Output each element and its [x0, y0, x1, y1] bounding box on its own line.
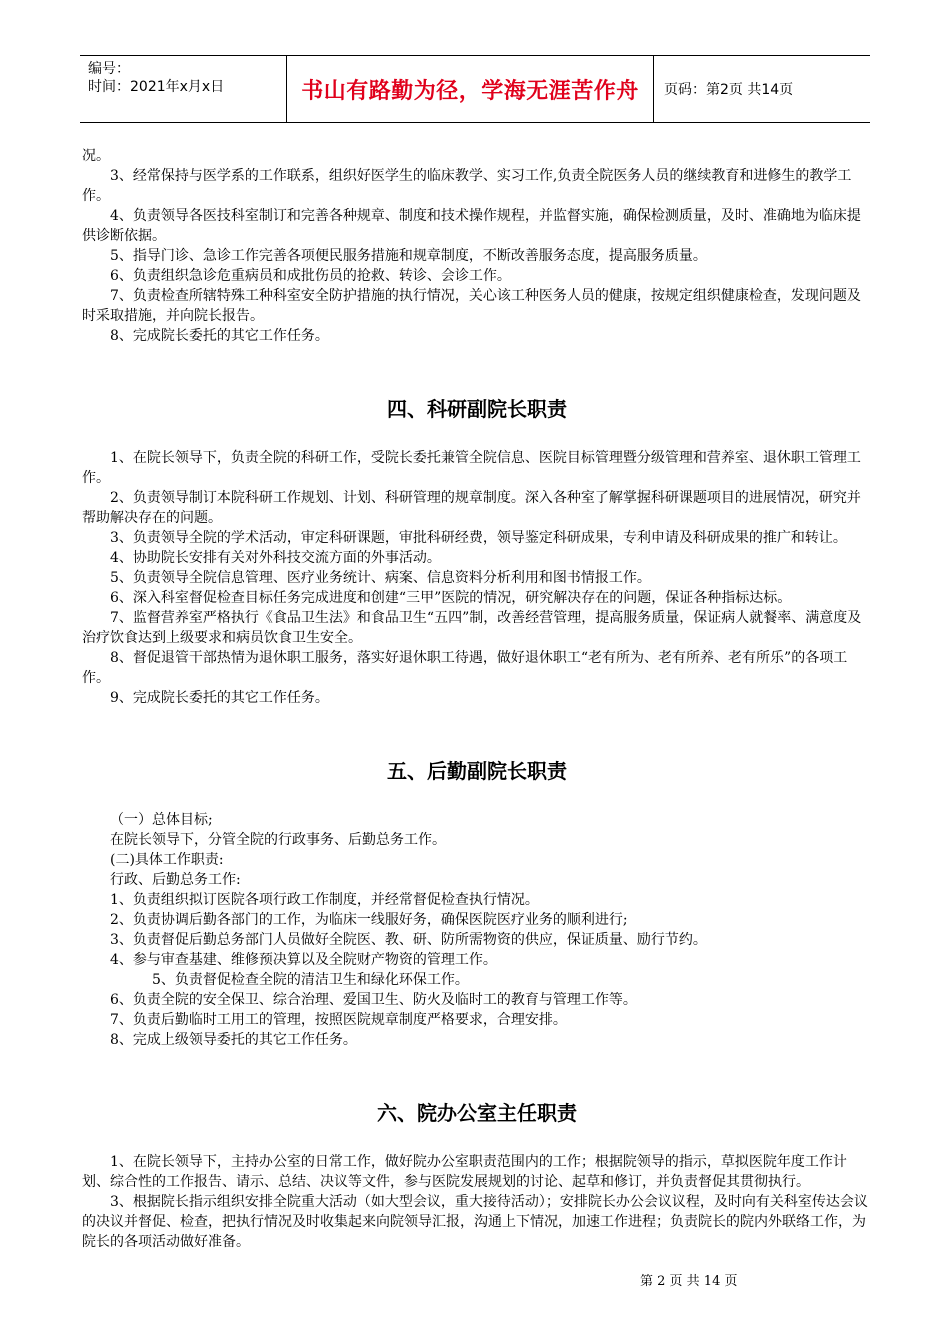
paragraph: 7、负责检查所辖特殊工种科室安全防护措施的执行情况，关心该工种医务人员的健康，按规定组织健康检查，发现问题及时采取措施，并向院长报告。 [82, 288, 861, 324]
paragraph: 1、在院长领导下，主持办公室的日常工作，做好院办公室职责范围内的工作；根据院领导的指示，草拟医院年度工作计划、综合性的工作报告、请示、总结、决议等文件，参与医院发展规划的讨论、起草和修订，并负责督促其贯彻执行。 [82, 1154, 847, 1190]
list-item: 2、负责协调后勤各部门的工作，为临床一线服好务，确保医院医疗业务的顺利进行; [110, 912, 628, 928]
paragraph: 4、负责领导各医技科室制订和完善各种规章、制度和技术操作规程，并监督实施，确保检测质量，及时、准确地为临床提供诊断依据。 [82, 208, 861, 244]
list-item: 8、完成上级领导委托的其它工作任务。 [110, 1032, 357, 1048]
paragraph: 5、负责领导全院信息管理、医疗业务统计、病案、信息资料分析利用和图书情报工作。 [110, 570, 651, 586]
document-date: 时间：2021年x月x日 [88, 79, 225, 95]
document-body [82, 146, 872, 1252]
subheading: （一）总体目标; [110, 812, 213, 828]
section-title-logistics-vp: 五、后勤副院长职责 [387, 759, 567, 783]
section-title-research-vp: 四、科研副院长职责 [387, 397, 567, 421]
list-item: 6、负责全院的安全保卫、综合治理、爱国卫生、防火及临时工的教育与管理工作等。 [110, 992, 637, 1008]
list-item: 4、参与审查基建、维修预决算以及全院财产物资的管理工作。 [110, 952, 497, 968]
document-number-label: 编号： [88, 61, 130, 77]
paragraph: 3、负责领导全院的学术活动，审定科研课题，审批科研经费，领导鉴定科研成果，专利申请及科研成果的推广和转让。 [110, 530, 847, 546]
header-motto: 书山有路勤为径，学海无涯苦作舟 [287, 56, 654, 122]
paragraph: 6、深入科室督促检查目标任务完成进度和创建“三甲”医院的情况，研究解决存在的问题，保证各种指标达标。 [110, 590, 792, 606]
paragraph: 8、完成院长委托的其它工作任务。 [110, 328, 329, 344]
page-header [80, 55, 870, 123]
subheading: 行政、后勤总务工作: [110, 872, 241, 888]
paragraph: 1、在院长领导下，负责全院的科研工作，受院长委托兼管全院信息、医院目标管理暨分级管理和营养室、退休职工管理工作。 [82, 450, 861, 486]
header-meta [80, 56, 287, 122]
paragraph: 3、根据院长指示组织安排全院重大活动（如大型会议，重大接待活动）；安排院长办公会议议程，及时向有关科室传达会议的决议并督促、检查，把执行情况及时收集起来向院领导汇报，沟通上下情况，加速工作进程；负责院长的院内外联络工作，为院长的各项活动做好准备。 [82, 1194, 868, 1250]
paragraph: 6、负责组织急诊危重病员和成批伤员的抢救、转诊、会诊工作。 [110, 268, 511, 284]
paragraph: 8、督促退管干部热情为退休职工服务，落实好退休职工待遇，做好退休职工“老有所为、老有所养、老有所乐”的各项工作。 [82, 650, 848, 686]
paragraph: 4、协助院长安排有关对外科技交流方面的外事活动。 [110, 550, 441, 566]
paragraph: 2、负责领导制订本院科研工作规划、计划、科研管理的规章制度。深入各种室了解掌握科研课题项目的进展情况，研究并帮助解决存在的问题。 [82, 490, 861, 526]
section-title-office-director: 六、院办公室主任职责 [377, 1101, 577, 1125]
paragraph: 况。 [82, 148, 110, 164]
list-item: 3、负责督促后勤总务部门人员做好全院医、教、研、防所需物资的供应，保证质量、励行节约。 [110, 932, 707, 948]
list-item: 7、负责后勤临时工用工的管理，按照医院规章制度严格要求，合理安排。 [110, 1012, 567, 1028]
paragraph: 在院长领导下，分管全院的行政事务、后勤总务工作。 [110, 832, 446, 848]
header-page-info: 页码：第2页 共14页 [664, 82, 794, 98]
page-footer: 第 2 页 共 14 页 [640, 1274, 738, 1289]
paragraph: 7、监督营养室严格执行《食品卫生法》和食品卫生“五四”制，改善经营管理，提高服务质量，保证病人就餐率、满意度及治疗饮食达到上级要求和病员饮食卫生安全。 [82, 610, 862, 646]
paragraph: 9、完成院长委托的其它工作任务。 [110, 690, 329, 706]
list-item: 5、负责督促检查全院的清洁卫生和绿化环保工作。 [152, 972, 469, 988]
subheading: (二)具体工作职责: [110, 852, 224, 868]
paragraph: 3、经常保持与医学系的工作联系，组织好医学生的临床教学、实习工作,负责全院医务人员的继续教育和进修生的教学工作。 [82, 168, 852, 204]
list-item: 1、负责组织拟订医院各项行政工作制度，并经常督促检查执行情况。 [110, 892, 539, 908]
paragraph: 5、指导门诊、急诊工作完善各项便民服务措施和规章制度，不断改善服务态度，提高服务质量。 [110, 248, 707, 264]
